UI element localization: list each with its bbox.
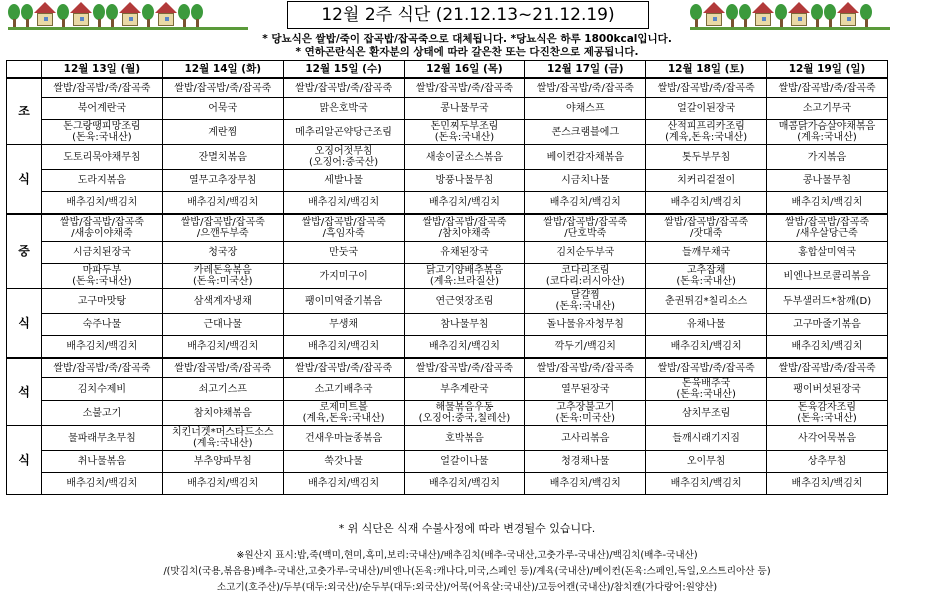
menu-item: 쇠고기스프: [198, 383, 247, 395]
menu-item: 호박볶음: [445, 432, 484, 444]
menu-item-origin: (계육:국내산): [797, 132, 857, 143]
tree-icon: [860, 2, 872, 28]
house-icon: [119, 2, 141, 28]
menu-item-origin: (계육,돈육:국내산): [665, 132, 748, 143]
menu-item-origin: (계육:국내산): [193, 438, 253, 449]
menu-item: 김치순두부국: [525, 242, 646, 264]
menu-item: 콩나물무국: [404, 98, 525, 120]
menu-item: 코다리조림: [561, 265, 610, 276]
menu-cell: [767, 401, 888, 426]
menu-item: 배추김치/백김치: [646, 336, 767, 359]
menu-cell: [404, 145, 525, 170]
menu-cell: [283, 264, 404, 289]
menu-item: 비엔나브로콜리볶음: [783, 270, 871, 282]
menu-item: 돈민찌두부조림: [430, 121, 499, 132]
menu-item-origin: (코다리:러시아산): [545, 276, 625, 287]
menu-item: 돈육배추국: [681, 378, 731, 389]
day-header: 12월 17일 (금): [525, 61, 646, 79]
house-icon: [34, 2, 56, 28]
tree-icon: [57, 2, 69, 28]
menu-item: 쌀밥/잡곡밥/죽/잡곡죽: [162, 78, 283, 98]
meal-label-bottom: 식: [7, 289, 42, 359]
menu-item: 유채나물: [646, 314, 767, 336]
menu-item-origin: (돈육:국내산): [676, 276, 736, 287]
decorative-houses-left: [8, 2, 203, 28]
menu-cell: [404, 401, 525, 426]
menu-item: 소불고기: [82, 407, 122, 419]
tree-icon: [142, 2, 154, 28]
day-header: 12월 13일 (월): [42, 61, 163, 79]
menu-item: 유채된장국: [404, 242, 525, 264]
menu-cell: [42, 378, 163, 401]
menu-item: 세발나물: [283, 170, 404, 192]
day-header: 12월 14일 (화): [162, 61, 283, 79]
decorative-houses-right: [690, 2, 872, 28]
tree-icon: [8, 2, 20, 28]
house-icon: [155, 2, 177, 28]
menu-cell: [404, 214, 525, 242]
menu-cell: [646, 289, 767, 314]
menu-item: 오이무침: [646, 451, 767, 473]
menu-item: 쌀밥/잡곡밥/잡곡죽: [180, 217, 265, 228]
menu-cell: [525, 401, 646, 426]
menu-cell: [283, 426, 404, 451]
menu-item: 무생채: [283, 314, 404, 336]
menu-item: 계란찜: [208, 126, 238, 138]
menu-item: 배추김치/백김치: [767, 336, 888, 359]
menu-cell: [525, 120, 646, 145]
day-header-row: [7, 61, 888, 79]
tree-icon: [178, 2, 190, 28]
menu-item: 도토리묵야채무침: [63, 151, 141, 163]
menu-item-origin: (돈육:국내산): [676, 389, 736, 400]
menu-item: 상추무침: [767, 451, 888, 473]
tree-icon: [191, 2, 203, 28]
menu-item: 사각어묵볶음: [798, 432, 857, 444]
menu-item-origin: /새우살당근죽: [796, 228, 858, 239]
menu-item: 쌀밥/잡곡밥/잡곡죽: [785, 217, 870, 228]
menu-item-origin: /참치야채죽: [438, 228, 491, 239]
menu-item: 홍합살미역국: [767, 242, 888, 264]
menu-item: 물파래무초무침: [68, 432, 136, 444]
menu-item: 들깨무채국: [646, 242, 767, 264]
menu-cell: [525, 214, 646, 242]
menu-item: 배추김치/백김치: [162, 192, 283, 215]
menu-cell: [42, 401, 163, 426]
menu-item-origin: (오징어:중국산): [309, 157, 379, 168]
menu-item: 배추김치/백김치: [42, 336, 163, 359]
menu-item: 매콤닭가슴살야채볶음: [778, 121, 876, 132]
menu-cell: [767, 214, 888, 242]
menu-cell: [404, 426, 525, 451]
menu-row: [7, 314, 888, 336]
menu-item: 쑥갓나물: [283, 451, 404, 473]
menu-item: 소고기배추국: [314, 383, 373, 395]
menu-item: 배추김치/백김치: [646, 473, 767, 495]
menu-row: [7, 289, 888, 314]
menu-item: 배추김치/백김치: [162, 336, 283, 359]
menu-item: 쌀밥/잡곡밥/죽/잡곡죽: [404, 358, 525, 378]
ground-strip-right: [690, 27, 890, 30]
menu-item: 돈그랑땡피망조림: [63, 121, 141, 132]
menu-cell: [525, 264, 646, 289]
menu-item: 쌀밥/잡곡밥/죽/잡곡죽: [767, 358, 888, 378]
menu-item-origin: (돈육:국내산): [72, 276, 132, 287]
notice-dysphagia: * 연하곤란식은 환자분의 상태에 따라 갈은찬 또는 다진찬으로 제공됩니다.: [295, 46, 639, 58]
menu-item: 삼치무조림: [681, 407, 731, 419]
origin-line: ※원산지 표시:밥,죽(백미,현미,흑미,보리:국내산)/배추김치(배추-국내산,고춧가루-국내산)/백김치(배추-국내산): [236, 550, 698, 561]
menu-row: [7, 401, 888, 426]
menu-row: [7, 378, 888, 401]
menu-cell: [42, 289, 163, 314]
menu-row: [7, 358, 888, 378]
menu-row: [7, 426, 888, 451]
menu-cell: [767, 145, 888, 170]
menu-item: 두부샐러드*참깨(D): [782, 295, 872, 307]
menu-item: 쌀밥/잡곡밥/죽/잡곡죽: [162, 358, 283, 378]
menu-item: 시금치나물: [525, 170, 646, 192]
day-header: 12월 18일 (토): [646, 61, 767, 79]
house-icon: [703, 2, 725, 28]
menu-cell: [767, 378, 888, 401]
menu-item-origin: /잣대죽: [689, 228, 723, 239]
tree-icon: [739, 2, 751, 28]
menu-item: 쌀밥/잡곡밥/죽/잡곡죽: [283, 358, 404, 378]
menu-item: 카레돈육볶음: [193, 265, 252, 276]
menu-row: [7, 336, 888, 359]
menu-item: 쌀밥/잡곡밥/죽/잡곡죽: [42, 78, 163, 98]
menu-row: [7, 98, 888, 120]
menu-item: 새송이굴소스볶음: [425, 151, 504, 163]
origin-line: /(맛김치(국용,볶음용)배추-국내산,고춧가루-국내산)/비엔나(돈육:캐나다,미국,스페인 등)/계육(국내산)/베이컨(돈육:스페인,독일,오스트리아산 등): [163, 566, 771, 577]
menu-item: 맑은호박국: [283, 98, 404, 120]
menu-row: [7, 145, 888, 170]
menu-item: 근대나물: [162, 314, 283, 336]
corner-cell: [7, 61, 42, 79]
menu-item: 쌀밥/잡곡밥/죽/잡곡죽: [525, 78, 646, 98]
menu-item: 김치수제비: [77, 383, 127, 395]
menu-item: 팽이버섯된장국: [793, 383, 861, 395]
menu-item: 쌀밥/잡곡밥/잡곡죽: [664, 217, 749, 228]
menu-item: 가지볶음: [807, 151, 847, 163]
tree-icon: [775, 2, 787, 28]
menu-item: 치커리겉절이: [646, 170, 767, 192]
menu-cell: [42, 426, 163, 451]
menu-item: 숙주나물: [42, 314, 163, 336]
menu-item: 참치야채볶음: [193, 407, 252, 419]
menu-cell: [767, 120, 888, 145]
menu-item: 얼갈이된장국: [646, 98, 767, 120]
menu-cell: [767, 264, 888, 289]
menu-item: 배추김치/백김치: [42, 473, 163, 495]
menu-row: [7, 264, 888, 289]
menu-item: 해물볶음우동: [435, 402, 494, 413]
menu-item: 배추김치/백김치: [767, 473, 888, 495]
menu-cell: [525, 289, 646, 314]
menu-item: 팽이미역줄기볶음: [304, 295, 383, 307]
meal-label-bottom: 식: [7, 426, 42, 495]
menu-item: 삼색계자냉채: [193, 295, 252, 307]
meal-label-top: 중: [7, 214, 42, 289]
menu-item: 배추김치/백김치: [525, 192, 646, 215]
menu-item: 오징어젓무침: [314, 146, 373, 157]
menu-cell: [525, 378, 646, 401]
menu-item: 달걀찜: [570, 290, 600, 301]
footnote: * 위 식단은 식재 수불사정에 따라 변경될수 있습니다.: [338, 522, 596, 535]
menu-item: 연근엿장조림: [435, 295, 494, 307]
menu-item: 콩나물무침: [767, 170, 888, 192]
menu-item: 쌀밥/잡곡밥/죽/잡곡죽: [42, 358, 163, 378]
tree-icon: [106, 2, 118, 28]
meal-label-bottom: 식: [7, 145, 42, 215]
menu-item: 쌀밥/잡곡밥/죽/잡곡죽: [283, 78, 404, 98]
menu-cell: [646, 264, 767, 289]
tree-icon: [726, 2, 738, 28]
menu-cell: [42, 120, 163, 145]
menu-item: 만둣국: [283, 242, 404, 264]
menu-row: [7, 242, 888, 264]
day-header: 12월 16일 (목): [404, 61, 525, 79]
tree-icon: [21, 2, 33, 28]
menu-item: 산적피프리카조림: [667, 121, 745, 132]
menu-cell: [42, 214, 163, 242]
menu-row: [7, 170, 888, 192]
menu-item: 배추김치/백김치: [646, 192, 767, 215]
menu-cell: [646, 378, 767, 401]
menu-item-origin: (돈육:국내산): [72, 132, 132, 143]
menu-item-origin: (돈육:미국산): [555, 413, 616, 424]
menu-item: 배추김치/백김치: [283, 336, 404, 359]
menu-cell: [646, 426, 767, 451]
menu-cell: [42, 264, 163, 289]
menu-item-origin: (돈육:국내산): [434, 132, 495, 143]
menu-item: 가지미구이: [319, 270, 368, 282]
tree-icon: [824, 2, 836, 28]
menu-item: 도라지볶음: [42, 170, 163, 192]
menu-item: 열무된장국: [561, 383, 610, 395]
menu-item: 북어계란국: [42, 98, 163, 120]
menu-cell: [283, 401, 404, 426]
menu-item: 닭고기양배추볶음: [425, 265, 504, 276]
menu-item: 배추김치/백김치: [283, 192, 404, 215]
menu-cell: [646, 145, 767, 170]
menu-item: 깍두기/백김치: [525, 336, 646, 359]
menu-item: 배추김치/백김치: [42, 192, 163, 215]
menu-item: 배추김치/백김치: [404, 473, 525, 495]
menu-row: [7, 473, 888, 495]
menu-row: [7, 214, 888, 242]
menu-item: 마파두부: [82, 265, 122, 276]
menu-item: 열무고추장무침: [162, 170, 283, 192]
menu-item: 치킨너겟*머스타드소스: [171, 427, 274, 438]
menu-cell: [646, 120, 767, 145]
menu-item: 고추잡채: [686, 265, 726, 276]
menu-item-origin: (돈육:국내산): [797, 413, 857, 424]
menu-item: 얼갈이나물: [404, 451, 525, 473]
menu-cell: [283, 378, 404, 401]
menu-item: 청국장: [162, 242, 283, 264]
menu-item: 배추김치/백김치: [525, 473, 646, 495]
tree-icon: [93, 2, 105, 28]
menu-item: 로제미트볼: [319, 402, 368, 413]
menu-cell: [162, 120, 283, 145]
menu-item-origin: /흑임자죽: [322, 228, 365, 239]
menu-item-origin: (돈육:미국산): [193, 276, 253, 287]
menu-item: 들깨시래기지짐: [672, 432, 740, 444]
menu-item: 베이컨감자채볶음: [546, 151, 624, 163]
menu-item: 배추김치/백김치: [283, 473, 404, 495]
menu-cell: [646, 401, 767, 426]
menu-item: 방풍나물무침: [404, 170, 525, 192]
menu-item: 쌀밥/잡곡밥/죽/잡곡죽: [525, 358, 646, 378]
tree-icon: [690, 2, 702, 28]
menu-item: 쌀밥/잡곡밥/죽/잡곡죽: [646, 78, 767, 98]
menu-item-origin: (오징어:중국,칠레산): [418, 413, 511, 424]
menu-cell: [283, 120, 404, 145]
menu-item: 취나물볶음: [42, 451, 163, 473]
menu-row: [7, 451, 888, 473]
menu-item: 참나물무침: [404, 314, 525, 336]
menu-cell: [162, 289, 283, 314]
menu-item-origin: /으깬두부죽: [196, 228, 249, 239]
menu-cell: [42, 145, 163, 170]
menu-item: 부추양파무침: [162, 451, 283, 473]
menu-item: 톳두부무침: [681, 151, 731, 163]
menu-item: 배추김치/백김치: [404, 192, 525, 215]
day-header: 12월 15일 (수): [283, 61, 404, 79]
menu-item: 춘권튀김*칠리소스: [665, 295, 748, 307]
menu-item: 건새우마늘종볶음: [304, 432, 383, 444]
menu-table: [6, 60, 888, 495]
menu-item-origin: (계육:브라질산): [429, 276, 500, 287]
menu-item: 쌀밥/잡곡밥/죽/잡곡죽: [404, 78, 525, 98]
meal-label-top: 조: [7, 78, 42, 145]
menu-item: 청경채나물: [525, 451, 646, 473]
menu-item: 잔멸치볶음: [198, 151, 247, 163]
menu-item: 쌀밥/잡곡밥/죽/잡곡죽: [767, 78, 888, 98]
house-icon: [752, 2, 774, 28]
menu-item: 쌀밥/잡곡밥/잡곡죽: [59, 217, 144, 228]
menu-item: 쌀밥/잡곡밥/죽/잡곡죽: [646, 358, 767, 378]
menu-cell: [646, 214, 767, 242]
menu-item: 쌀밥/잡곡밥/잡곡죽: [422, 217, 507, 228]
menu-item: 쌀밥/잡곡밥/잡곡죽: [301, 217, 386, 228]
menu-item: 배추김치/백김치: [404, 336, 525, 359]
menu-item: 고구마맛탕: [77, 295, 127, 307]
house-icon: [788, 2, 810, 28]
menu-item-origin: (돈육:국내산): [555, 301, 616, 312]
menu-cell: [283, 289, 404, 314]
menu-cell: [283, 145, 404, 170]
origin-line: 소고기(호주산)/두부(대두:외국산)/순두부(대두:외국산)/어묵(어육살:국내산)/고등어캔(국내산)/참치캔(가다랑어:원양산): [216, 582, 718, 593]
menu-cell: [162, 378, 283, 401]
menu-item: 부추계란국: [440, 383, 489, 395]
ground-strip-left: [8, 27, 248, 30]
menu-item: 시금치된장국: [42, 242, 163, 264]
menu-body: [7, 78, 888, 495]
menu-item-origin: (계육,돈육:국내산): [302, 413, 385, 424]
menu-item: 배추김치/백김치: [162, 473, 283, 495]
menu-cell: [162, 401, 283, 426]
menu-item: 소고기무국: [767, 98, 888, 120]
menu-cell: [283, 214, 404, 242]
menu-cell: [404, 378, 525, 401]
house-icon: [837, 2, 859, 28]
menu-cell: [404, 264, 525, 289]
menu-cell: [767, 426, 888, 451]
menu-cell: [162, 214, 283, 242]
menu-cell: [404, 120, 525, 145]
menu-item: 돌나물유자청무침: [525, 314, 646, 336]
menu-item: 쌀밥/잡곡밥/잡곡죽: [543, 217, 628, 228]
menu-cell: [162, 264, 283, 289]
menu-row: [7, 192, 888, 215]
menu-cell: [525, 426, 646, 451]
menu-item-origin: /단호박죽: [564, 228, 607, 239]
menu-cell: [767, 289, 888, 314]
notice-diabetes: * 당뇨식은 쌀밥/죽이 잡곡밥/잡곡죽으로 대체됩니다. *당뇨식은 하루 1800kcal입니다.: [262, 33, 672, 45]
menu-cell: [404, 289, 525, 314]
menu-item: 어묵국: [162, 98, 283, 120]
menu-cell: [162, 426, 283, 451]
menu-item: 돈육감자조림: [798, 402, 857, 413]
day-header: 12월 19일 (일): [767, 61, 888, 79]
tree-icon: [811, 2, 823, 28]
house-icon: [70, 2, 92, 28]
meal-label-top: 석: [7, 358, 42, 426]
menu-cell: [525, 145, 646, 170]
menu-item: 콘스크램블에그: [551, 126, 620, 138]
menu-item: 배추김치/백김치: [767, 192, 888, 215]
menu-row: [7, 78, 888, 98]
menu-row: [7, 120, 888, 145]
menu-item: 고사리볶음: [561, 432, 610, 444]
menu-item-origin: /새송이야채죽: [71, 228, 133, 239]
menu-item: 고추장불고기: [556, 402, 615, 413]
page-title: 12월 2주 식단 (21.12.13~21.12.19): [287, 1, 649, 29]
menu-cell: [162, 145, 283, 170]
menu-item: 야채스프: [525, 98, 646, 120]
menu-item: 고구마줄기볶음: [767, 314, 888, 336]
menu-item: 메추리알곤약당근조림: [295, 126, 392, 138]
